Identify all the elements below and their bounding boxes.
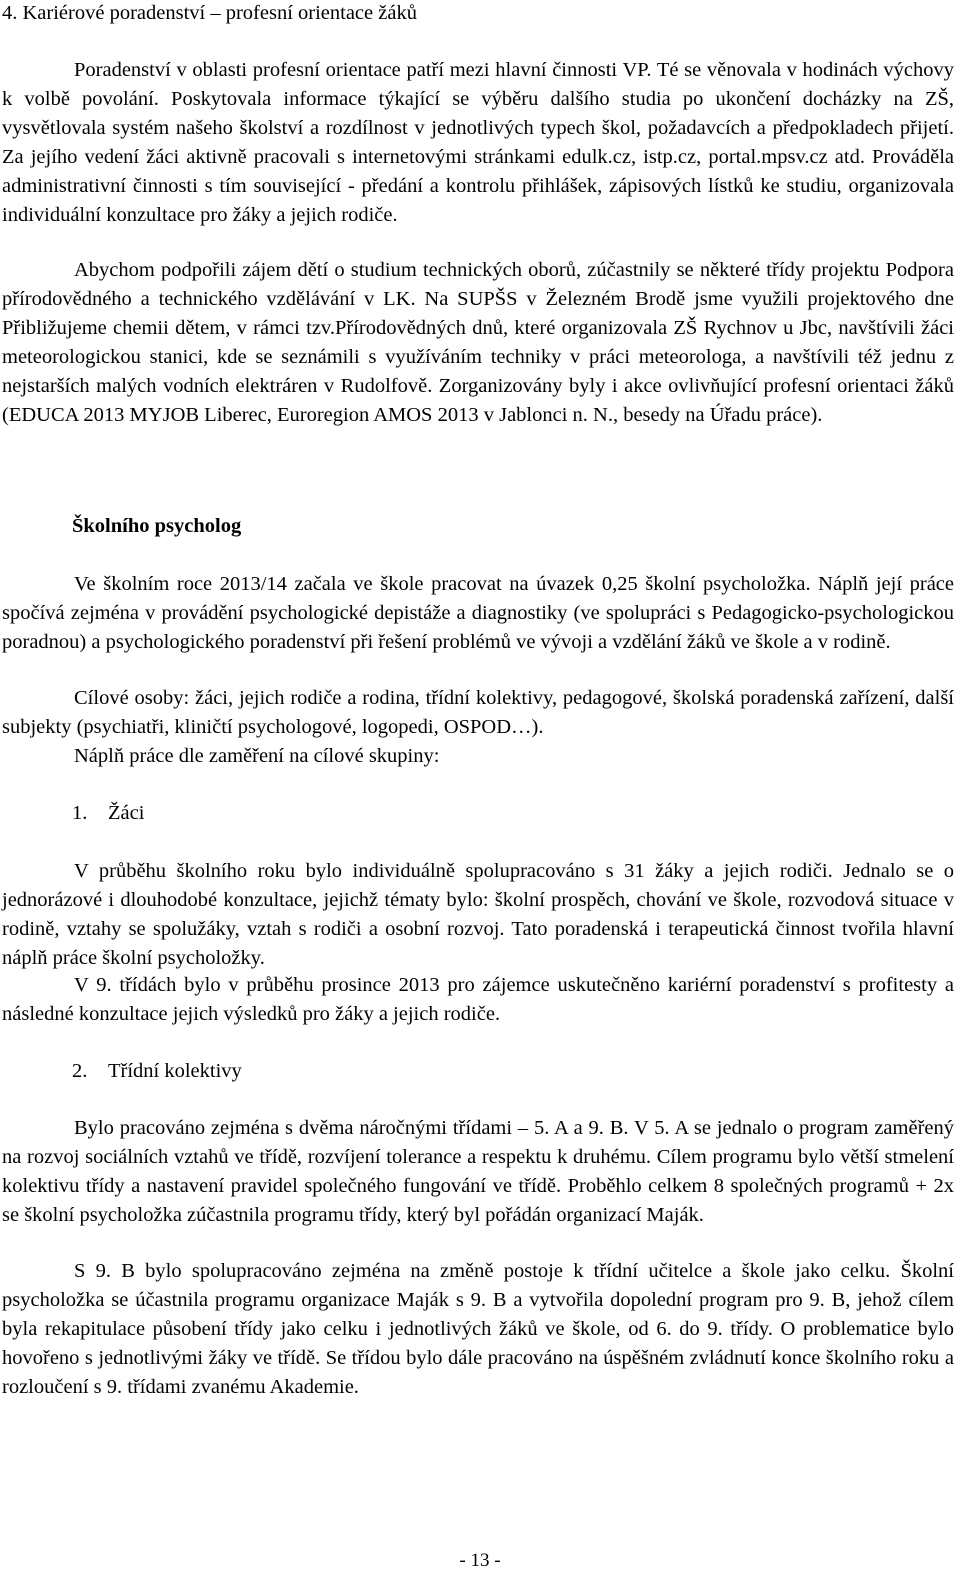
list-item-pupils bbox=[72, 799, 144, 828]
paragraph-ninth-grade-career: V 9. třídách bylo v průběhu prosince 2013 pro zájemce uskutečněno kariérní poradenství s profitesty a následné konzultace jejich výsledků pro žáky a jejich rodiče. bbox=[2, 974, 954, 1025]
list-number: 2. bbox=[72, 1060, 88, 1082]
paragraph-target-persons: Cílové osoby: žáci, jejich rodiče a rodina, třídní kolektivy, pedagogové, školská poradenská zařízení, další subjekty (psychiatři, kliničtí psychologové, logopedi, OSPOD…). bbox=[2, 687, 954, 738]
subsection-title-psychologist: Školního psycholog bbox=[72, 515, 242, 537]
paragraph-class-9b: S 9. B bylo spolupracováno zejména na změně postoje k třídní učitelce a škole jako celku. Školní psycholožka se účastnila programu organizace Maják s 9. B a vytvořila dopolední program pro 9. B, jehož cílem byla rekapitulace působení třídy jako celku i jednotlivých žáků ve škole, od 6. do 9. třídy. O problematice bylo hovořeno s jednotlivými žáky ve třídě. Se třídou bylo dále pracováno na úspěšném zvládnutí konce školního roku a rozloučení s 9. třídami zvanému Akademie. bbox=[2, 1260, 954, 1398]
list-number: 1. bbox=[72, 802, 88, 824]
paragraph-career-guidance: Poradenství v oblasti profesní orientace patří mezi hlavní činnosti VP. Té se věnovala v hodinách výchovy k volbě povolání. Poskytovala informace týkající se výběru dalšího studia po ukončení docházky na ZŠ, vysvětlovala systém našeho školství a rozdílnost v jednotlivých typech škol, požadavcích a předpokladech přijetí. Za jejího vedení žáci aktivně pracovali s internetovými stránkami edulk.cz, istp.cz, portal.mpsv.cz atd. Prováděla administrativní činnosti s tím související - předání a kontrolu přihlášek, zápisových lístků ke studiu, organizovala individuální konzultace pro žáky a jejich rodiče. bbox=[2, 59, 954, 226]
section-title: 4. Kariérové poradenství – profesní orientace žáků bbox=[2, 2, 417, 24]
list-label: Žáci bbox=[108, 802, 145, 824]
list-item-class-collectives bbox=[72, 1057, 242, 1086]
paragraph-technical-fields: Abychom podpořili zájem dětí o studium technických oborů, zúčastnily se některé třídy projektu Podpora přírodovědného a technického vzdělávání v LK. Na SUPŠS v Železném Brodě jsme využili projektového dne Přibližujeme chemii dětem, v rámci tzv.Přírodovědných dnů, které organizovala ZŠ Rychnov u Jbc, navštívili žáci meteorologickou stanici, kde se seznámili s využíváním techniky v práci meteorologa, a navštívili též jednu z nejstarších malých vodních elektráren v Rudolfově. Zorganizovány byly i akce ovlivňující profesní orientaci žáků (EDUCA 2013 MYJOB Liberec, Euroregion AMOS 2013 v Jablonci n. N., besedy na Úřadu práce). bbox=[2, 259, 954, 426]
paragraph-pupils-individual: V průběhu školního roku bylo individuálně spolupracováno s 31 žáky a jejich rodiči. Jednalo se o jednorázové i dlouhodobé konzultace, jejichž tématy bylo: školní prospěch, chování ve škole, rozvodová situace v rodině, vztahy se spolužáky, vztah s rodiči a osobní rozvoj. Tato poradenská i terapeutická činnost tvořila hlavní náplň práce školní psycholožky. bbox=[2, 860, 954, 969]
paragraph-work-content: Náplň práce dle zaměření na cílové skupiny: bbox=[74, 745, 440, 767]
paragraph-psychologist-intro: Ve školním roce 2013/14 začala ve škole pracovat na úvazek 0,25 školní psycholožka. Náplň její práce spočívá zejména v provádění psychologické depistáže a diagnostiky (ve spolupráci s Pedagogicko-psychologickou poradnou) a psychologického poradenství při řešení problémů ve vývoji a vzdělání žáků ve škole a v rodině. bbox=[2, 573, 954, 653]
paragraph-class-5a: Bylo pracováno zejména s dvěma náročnými třídami – 5. A a 9. B. V 5. A se jednalo o program zaměřený na rozvoj sociálních vztahů ve třídě, rozvíjení tolerance a respektu k druhému. Cílem programu bylo větší stmelení kolektivu třídy a nastavení pravidel společného fungování ve třídě. Proběhlo celkem 8 společných programů + 2x se školní psycholožka zúčastnila programu třídy, který byl pořádán organizací Maják. bbox=[2, 1117, 954, 1226]
page-number: - 13 - bbox=[459, 1550, 501, 1571]
list-label: Třídní kolektivy bbox=[108, 1060, 242, 1082]
